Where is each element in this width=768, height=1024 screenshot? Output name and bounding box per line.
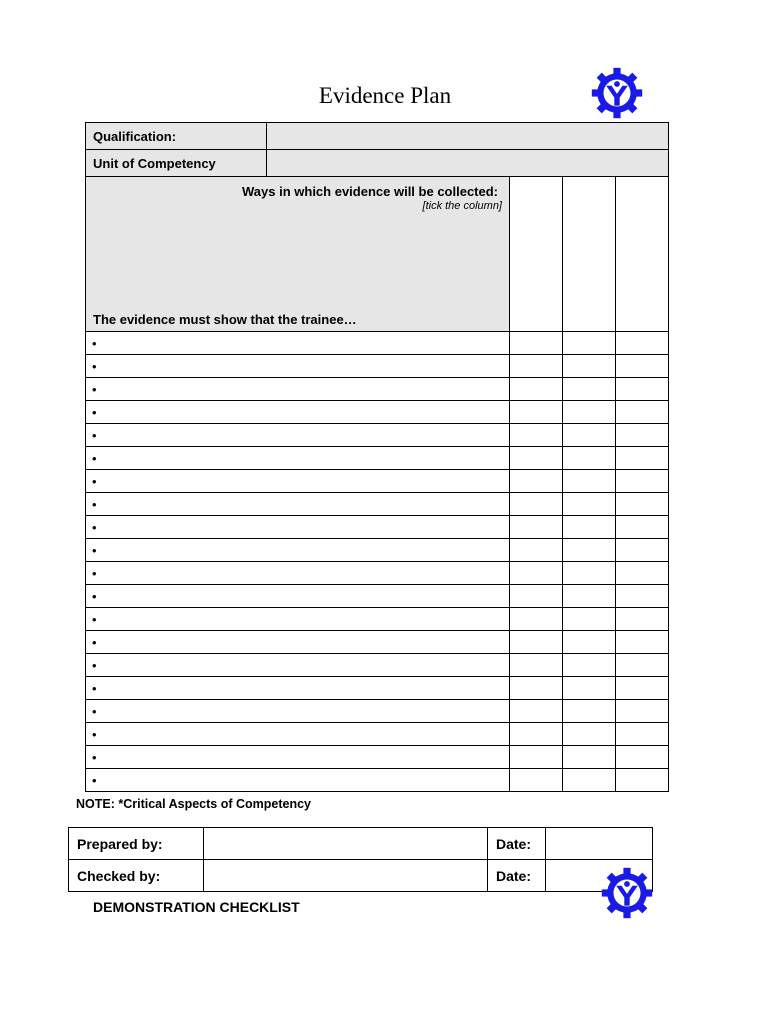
tick-cell-1[interactable] xyxy=(510,562,563,585)
evidence-item-cell[interactable]: • xyxy=(86,769,510,792)
tick-cell-2[interactable] xyxy=(563,769,616,792)
evidence-item-cell[interactable]: • xyxy=(86,585,510,608)
evidence-item-cell[interactable]: • xyxy=(86,424,510,447)
evidence-item-cell[interactable]: • xyxy=(86,332,510,355)
tick-cell-2[interactable] xyxy=(563,401,616,424)
tick-cell-1[interactable] xyxy=(510,378,563,401)
tick-cell-2[interactable] xyxy=(563,355,616,378)
evidence-item-cell[interactable]: • xyxy=(86,746,510,769)
prepared-date-label: Date: xyxy=(488,828,546,860)
evidence-item-cell[interactable]: • xyxy=(86,608,510,631)
unit-of-competency-field[interactable] xyxy=(267,150,669,177)
tick-cell-1[interactable] xyxy=(510,677,563,700)
table-row xyxy=(86,401,669,424)
checked-date-label: Date: xyxy=(488,860,546,892)
tick-cell-1[interactable] xyxy=(510,746,563,769)
tick-cell-1[interactable] xyxy=(510,332,563,355)
tick-cell-1[interactable] xyxy=(510,447,563,470)
table-row xyxy=(86,378,669,401)
checked-by-field[interactable] xyxy=(204,860,488,892)
evidence-items xyxy=(86,332,669,792)
tick-cell-3[interactable] xyxy=(616,447,669,470)
tick-cell-1[interactable] xyxy=(510,723,563,746)
evidence-methods-header xyxy=(86,177,510,332)
tick-cell-1[interactable] xyxy=(510,539,563,562)
evidence-plan-table xyxy=(85,122,669,792)
evidence-item-cell[interactable]: • xyxy=(86,700,510,723)
table-row xyxy=(86,700,669,723)
evidence-item-cell[interactable]: • xyxy=(86,447,510,470)
table-row xyxy=(86,654,669,677)
tick-cell-2[interactable] xyxy=(563,562,616,585)
prepared-by-field[interactable] xyxy=(204,828,488,860)
tick-cell-1[interactable] xyxy=(510,493,563,516)
tick-cell-3[interactable] xyxy=(616,585,669,608)
prepared-by-label: Prepared by: xyxy=(69,828,204,860)
tick-cell-1[interactable] xyxy=(510,700,563,723)
tick-cell-2[interactable] xyxy=(563,378,616,401)
tick-cell-2[interactable] xyxy=(563,516,616,539)
tesda-gear-logo-icon xyxy=(590,66,644,120)
prepared-date-field[interactable] xyxy=(546,828,653,860)
tesda-gear-logo-icon xyxy=(600,866,654,920)
tick-cell-1[interactable] xyxy=(510,355,563,378)
evidence-item-cell[interactable]: • xyxy=(86,355,510,378)
evidence-item-cell[interactable]: • xyxy=(86,562,510,585)
unit-of-competency-label: Unit of Competency xyxy=(86,150,267,177)
tick-cell-3[interactable] xyxy=(616,424,669,447)
tick-cell-2[interactable] xyxy=(563,585,616,608)
evidence-item-cell[interactable]: • xyxy=(86,516,510,539)
table-row xyxy=(86,769,669,792)
tick-cell-2[interactable] xyxy=(563,608,616,631)
note-critical-aspects: NOTE: *Critical Aspects of Competency xyxy=(76,797,312,811)
tick-cell-1[interactable] xyxy=(510,631,563,654)
evidence-item-cell[interactable]: • xyxy=(86,677,510,700)
tick-cell-1[interactable] xyxy=(510,470,563,493)
checked-by-label: Checked by: xyxy=(69,860,204,892)
evidence-item-cell[interactable]: • xyxy=(86,654,510,677)
ways-subtitle: [tick the column] xyxy=(422,200,502,212)
tick-cell-1[interactable] xyxy=(510,516,563,539)
table-row xyxy=(86,631,669,654)
tick-cell-2[interactable] xyxy=(563,723,616,746)
tick-cell-3[interactable] xyxy=(616,654,669,677)
method-column-1-header[interactable] xyxy=(510,177,563,332)
evidence-item-cell[interactable]: • xyxy=(86,723,510,746)
table-row xyxy=(86,539,669,562)
evidence-intro: The evidence must show that the trainee… xyxy=(93,312,357,327)
tick-cell-2[interactable] xyxy=(563,332,616,355)
table-row xyxy=(86,746,669,769)
table-row xyxy=(86,562,669,585)
ways-title: Ways in which evidence will be collected: xyxy=(242,184,498,199)
tick-cell-3[interactable] xyxy=(616,355,669,378)
tick-cell-3[interactable] xyxy=(616,332,669,355)
tick-cell-1[interactable] xyxy=(510,654,563,677)
table-row xyxy=(86,424,669,447)
tick-cell-3[interactable] xyxy=(616,746,669,769)
tick-cell-1[interactable] xyxy=(510,401,563,424)
tick-cell-2[interactable] xyxy=(563,700,616,723)
qualification-label: Qualification: xyxy=(86,123,267,150)
table-row xyxy=(86,447,669,470)
tick-cell-2[interactable] xyxy=(563,654,616,677)
tick-cell-3[interactable] xyxy=(616,700,669,723)
tick-cell-2[interactable] xyxy=(563,424,616,447)
tick-cell-1[interactable] xyxy=(510,769,563,792)
tick-cell-2[interactable] xyxy=(563,470,616,493)
tick-cell-3[interactable] xyxy=(616,769,669,792)
method-column-3-header[interactable] xyxy=(616,177,669,332)
table-row xyxy=(86,493,669,516)
table-row xyxy=(86,355,669,378)
tick-cell-3[interactable] xyxy=(616,608,669,631)
tick-cell-2[interactable] xyxy=(563,746,616,769)
table-row xyxy=(86,608,669,631)
table-row xyxy=(86,585,669,608)
tick-cell-3[interactable] xyxy=(616,539,669,562)
evidence-item-cell[interactable]: • xyxy=(86,378,510,401)
tick-cell-3[interactable] xyxy=(616,723,669,746)
signature-table xyxy=(68,827,653,892)
table-row xyxy=(86,470,669,493)
page-title: Evidence Plan xyxy=(318,83,452,108)
tick-cell-2[interactable] xyxy=(563,493,616,516)
tick-cell-3[interactable] xyxy=(616,378,669,401)
tick-cell-3[interactable] xyxy=(616,631,669,654)
tick-cell-3[interactable] xyxy=(616,562,669,585)
table-row xyxy=(86,332,669,355)
evidence-item-cell[interactable]: • xyxy=(86,493,510,516)
evidence-item-cell[interactable]: • xyxy=(86,631,510,654)
tick-cell-2[interactable] xyxy=(563,447,616,470)
tick-cell-3[interactable] xyxy=(616,470,669,493)
evidence-item-cell[interactable]: • xyxy=(86,470,510,493)
evidence-item-cell[interactable]: • xyxy=(86,401,510,424)
tick-cell-2[interactable] xyxy=(563,539,616,562)
qualification-field[interactable] xyxy=(267,123,669,150)
tick-cell-1[interactable] xyxy=(510,608,563,631)
method-column-2-header[interactable] xyxy=(563,177,616,332)
table-row xyxy=(86,516,669,539)
tick-cell-3[interactable] xyxy=(616,493,669,516)
table-row xyxy=(86,723,669,746)
evidence-item-cell[interactable]: • xyxy=(86,539,510,562)
tick-cell-3[interactable] xyxy=(616,677,669,700)
tick-cell-3[interactable] xyxy=(616,516,669,539)
tick-cell-2[interactable] xyxy=(563,631,616,654)
tick-cell-2[interactable] xyxy=(563,677,616,700)
table-row xyxy=(86,677,669,700)
tick-cell-1[interactable] xyxy=(510,585,563,608)
tick-cell-1[interactable] xyxy=(510,424,563,447)
demonstration-checklist-heading: DEMONSTRATION CHECKLIST xyxy=(93,899,300,915)
tick-cell-3[interactable] xyxy=(616,401,669,424)
